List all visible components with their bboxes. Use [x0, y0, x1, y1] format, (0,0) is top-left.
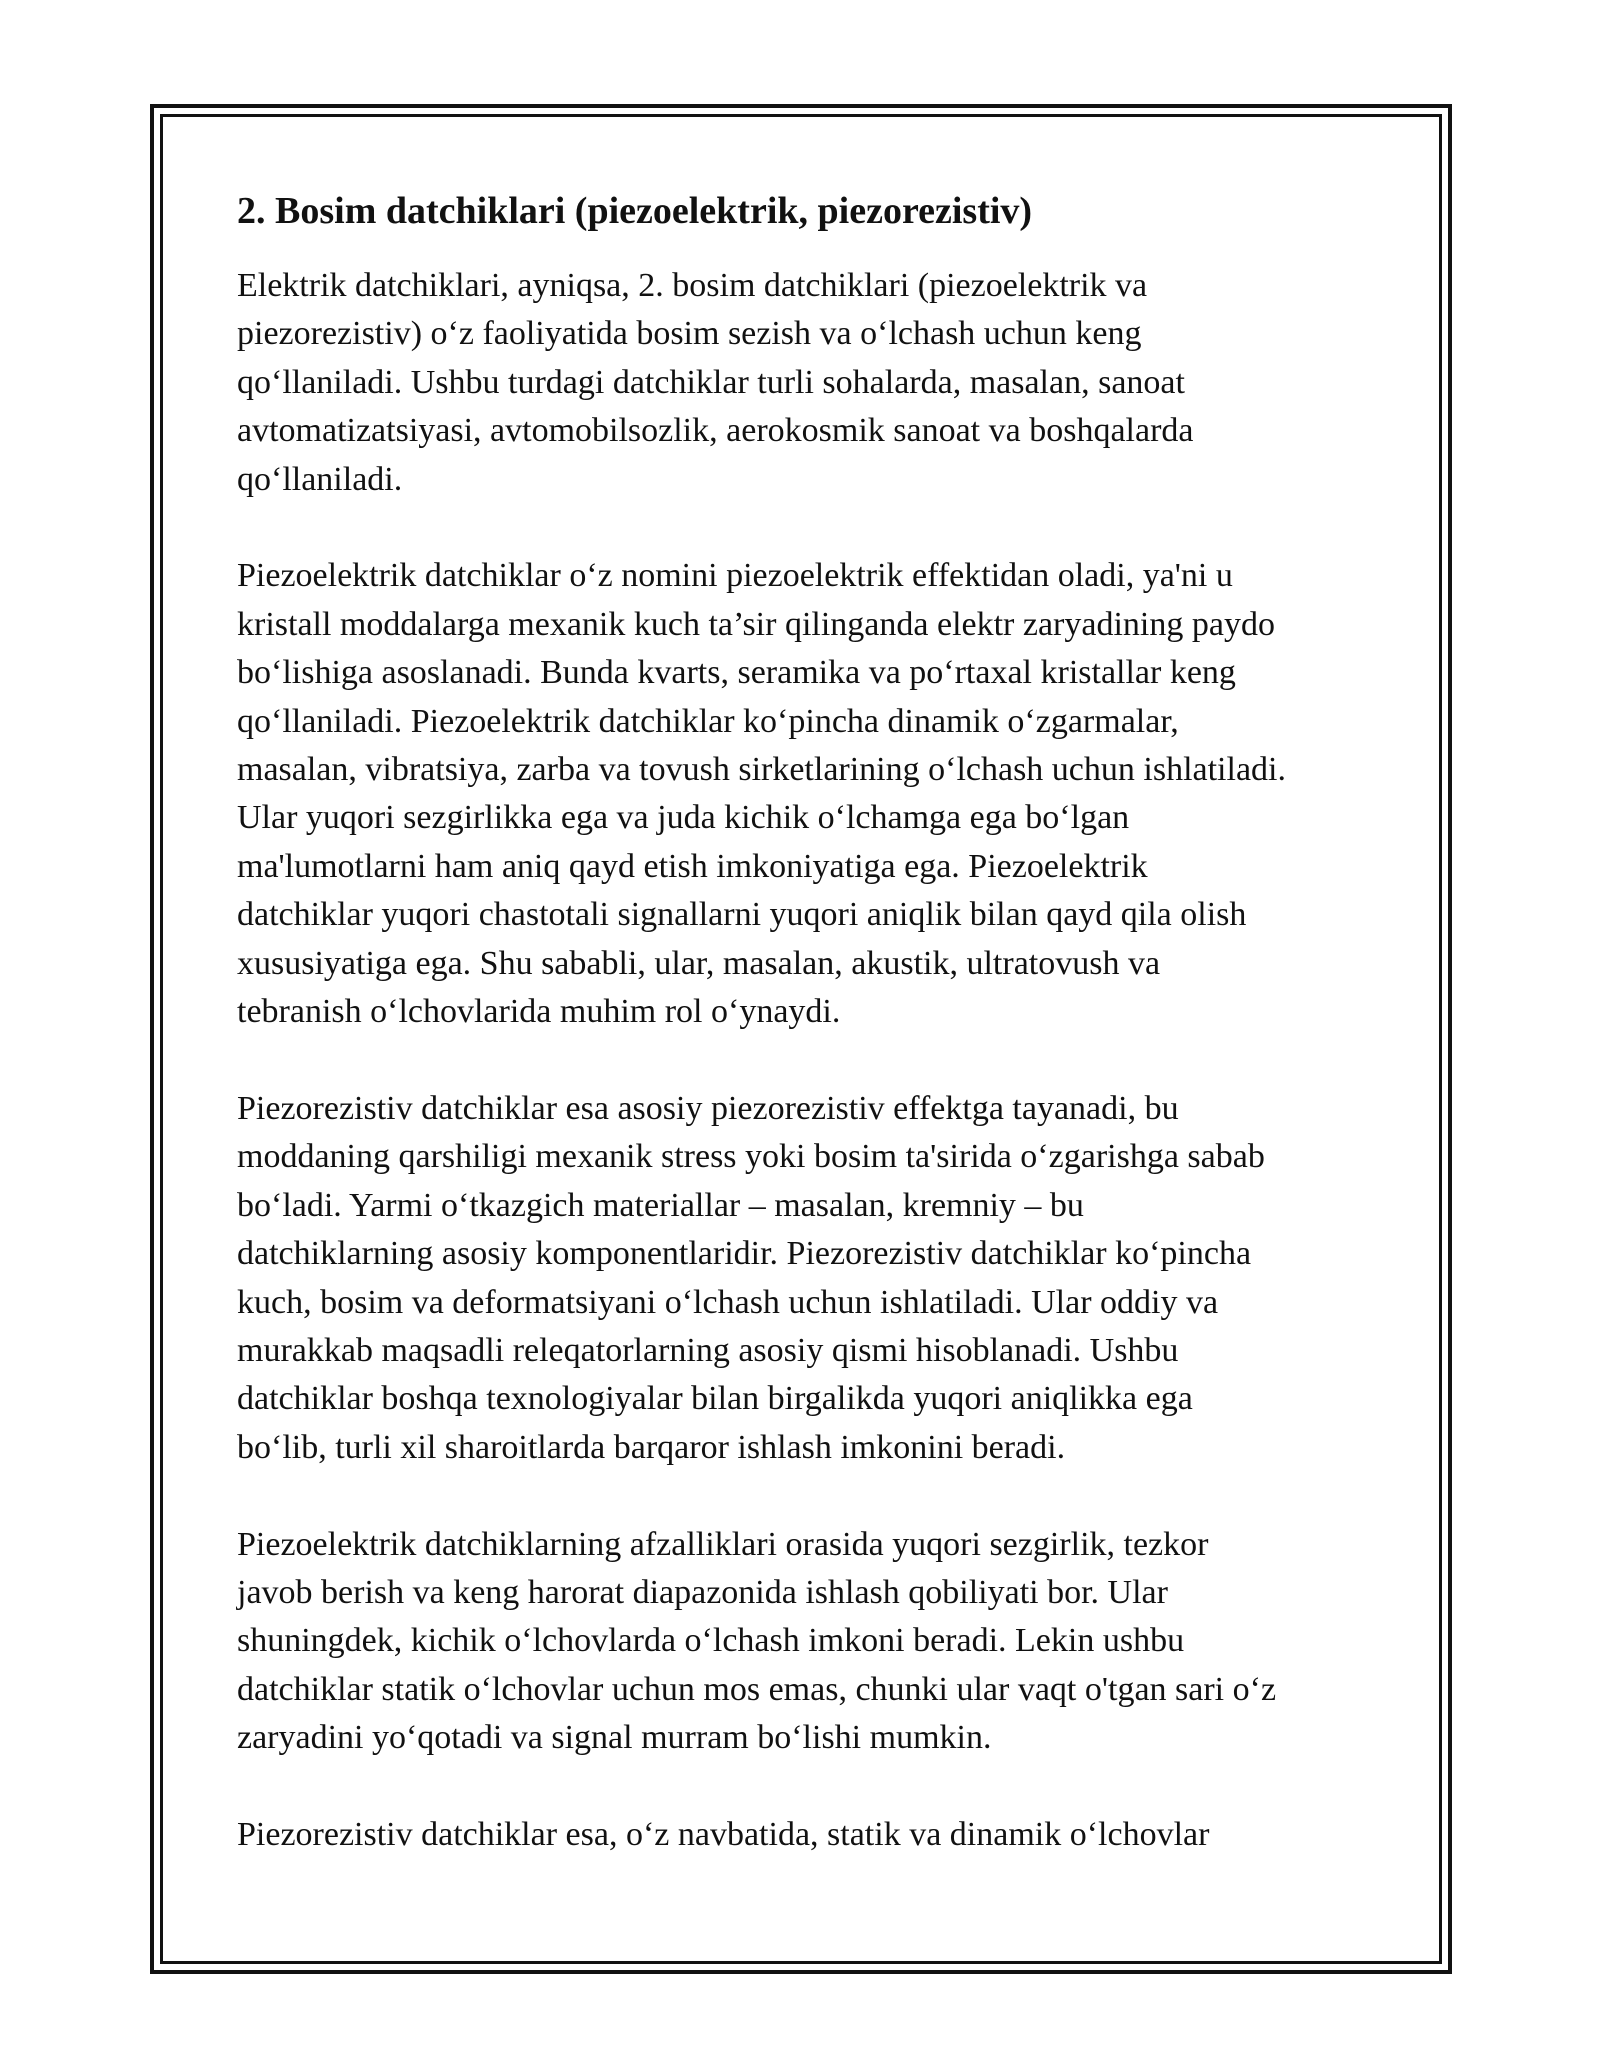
text-line: tebranish o‘lchovlarida muhim rol o‘ynaydi. [237, 993, 841, 1031]
text-line: kristall moddalarga mexanik kuch ta’sir qilinganda elektr zaryadining paydo [237, 605, 1275, 643]
paragraph-intro [237, 262, 1397, 504]
text-line: Elektrik datchiklari, ayniqsa, 2. bosim datchiklari (piezoelektrik va [237, 267, 1148, 304]
text-line: Piezorezistiv datchiklar esa, o‘z navbatida, statik va dinamik o‘lchovlar [237, 1815, 1210, 1853]
text-line: datchiklar yuqori chastotali signallarni yuqori aniqlik bilan qayd qila olish [237, 896, 1247, 934]
text-line: bo‘ladi. Yarmi o‘tkazgich materiallar – masalan, kremniy – bu [237, 1186, 1084, 1224]
document-body [237, 188, 1397, 1908]
text-line: Piezorezistiv datchiklar esa asosiy piezorezistiv effektga tayanadi, bu [237, 1089, 1179, 1127]
text-line: kuch, bosim va deformatsiyani o‘lchash uchun ishlatiladi. Ular oddiy va [237, 1283, 1219, 1321]
text-line: bo‘lishiga asoslanadi. Bunda kvarts, seramika va po‘rtaxal kristallar keng [237, 654, 1236, 692]
paragraph-piezoelectric [237, 552, 1397, 1036]
paragraph-advantages [237, 1521, 1397, 1763]
text-line: ma'lumotlarni ham aniq qayd etish imkoniyatiga ega. Piezoelektrik [237, 847, 1148, 885]
text-line: Piezoelektrik datchiklar o‘z nomini piezoelektrik effektidan oladi, ya'ni u [237, 557, 1233, 595]
text-line: piezorezistiv) o‘z faoliyatida bosim sezish va o‘lchash uchun keng [237, 315, 1142, 353]
text-line: masalan, vibratsiya, zarba va tovush sirketlarining o‘lchash uchun ishlatiladi. [237, 751, 1286, 789]
text-line: datchiklar statik o‘lchovlar uchun mos emas, chunki ular vaqt o'tgan sari o‘z [237, 1670, 1277, 1708]
text-line: moddaning qarshiligi mexanik stress yoki bosim ta'sirida o‘zgarishga sabab [237, 1138, 1265, 1176]
section-heading: 2. Bosim datchiklari (piezoelektrik, piezorezistiv) [237, 190, 1033, 232]
text-line: bo‘lib, turli xil sharoitlarda barqaror ishlash imkonini beradi. [237, 1428, 1066, 1466]
text-line: qo‘llaniladi. [237, 460, 403, 498]
text-line: avtomatizatsiyasi, avtomobilsozlik, aerokosmik sanoat va boshqalarda [237, 412, 1194, 450]
text-line: qo‘llaniladi. Piezoelektrik datchiklar ko‘pincha dinamik o‘zgarmalar, [237, 702, 1179, 740]
paragraph-piezoresistive [237, 1085, 1397, 1472]
text-line: datchiklarning asosiy komponentlaridir. Piezorezistiv datchiklar ko‘pincha [237, 1235, 1252, 1273]
text-line: shuningdek, kichik o‘lchovlarda o‘lchash imkoni beradi. Lekin ushbu [237, 1622, 1185, 1660]
text-line: Ular yuqori sezgirlikka ega va juda kichik o‘lchamga ega bo‘lgan [237, 799, 1130, 837]
text-line: xususiyatiga ega. Shu sababli, ular, masalan, akustik, ultratovush va [237, 944, 1161, 982]
text-line: javob berish va keng harorat diapazonida ishlash qobiliyati bor. Ular [237, 1573, 1168, 1611]
text-line: Piezoelektrik datchiklarning afzalliklari orasida yuqori sezgirlik, tezkor [237, 1525, 1209, 1563]
text-line: zaryadini yo‘qotadi va signal murram bo‘lishi mumkin. [237, 1719, 992, 1757]
text-line: murakkab maqsadli releqatorlarning asosiy qismi hisoblanadi. Ushbu [237, 1331, 1179, 1369]
text-line: qo‘llaniladi. Ushbu turdagi datchiklar turli sohalarda, masalan, sanoat [237, 363, 1185, 401]
text-line: datchiklar boshqa texnologiyalar bilan birgalikda yuqori aniqlikka ega [237, 1380, 1193, 1418]
paragraph-continued [237, 1811, 1397, 1859]
